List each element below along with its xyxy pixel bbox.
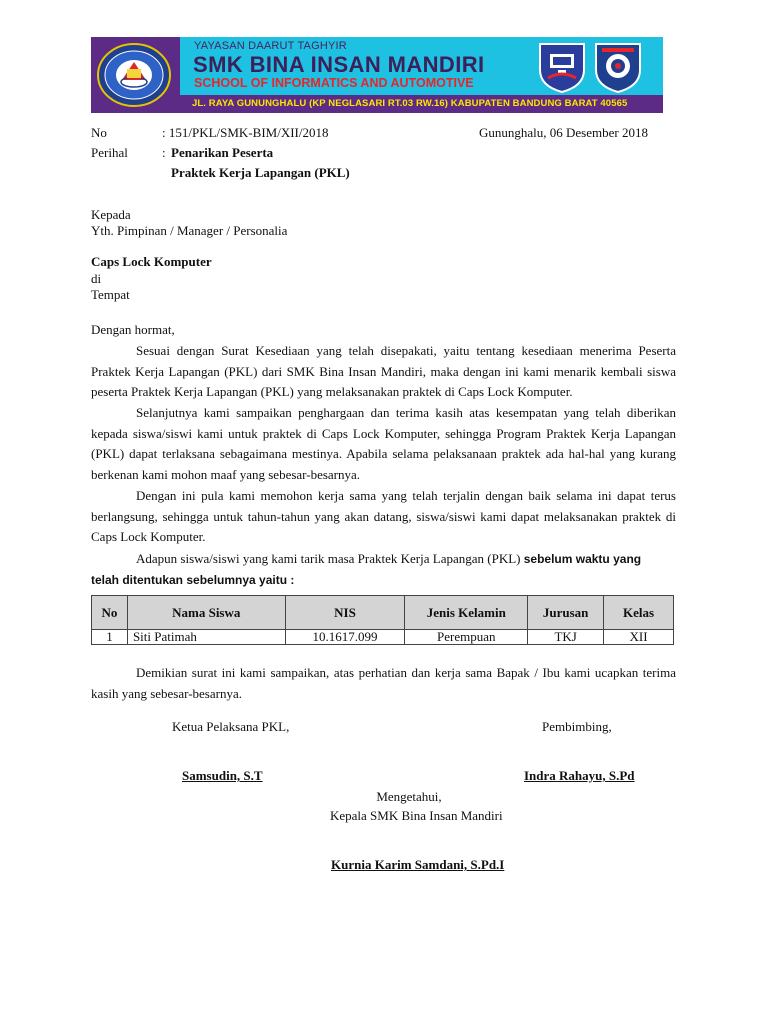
header-jenis-kelamin: Jenis Kelamin <box>405 596 528 630</box>
header-no: No <box>92 596 128 630</box>
paragraph-2: Selanjutnya kami sampaikan penghargaan dan terima kasih atas kesempatan yang telah diberikan kepada siswa/siswi kami untuk praktek di Caps Lock Komputer, sehingga Program Praktek Kerja Lapangan (PKL) dapat terlaksana sebagaimana mestinya. Apabila selama pelaksanaan praktek ada hal-hal yang kurang berkenan kami mohon maaf yang sebesar-besarnya. <box>91 405 676 482</box>
informatics-logo-icon <box>536 40 588 94</box>
right-signature-name: Indra Rahayu, S.Pd <box>524 768 635 783</box>
subject-colon: : <box>162 145 166 160</box>
header-nis: NIS <box>285 596 405 630</box>
paragraph-4-bold-2: telah ditentukan sebelumnya yaitu : <box>91 573 295 587</box>
left-signature-title: Ketua Pelaksana PKL, <box>172 719 290 734</box>
greeting: Dengan hormat, <box>91 322 175 337</box>
school-name: SMK BINA INSAN MANDIRI <box>193 52 485 77</box>
paragraph-1: Sesuai dengan Surat Kesediaan yang telah disepakati, yaitu tentang kesediaan menerima Peserta Praktek Kerja Lapangan (PKL) dari SMK Bina Insan Mandiri, maka dengan ini kami menarik kembali siswa peserta Praktek Kerja Lapangan (PKL) yang melaksanakan praktek di Caps Lock Komputer. <box>91 343 676 400</box>
school-tagline: SCHOOL OF INFORMATICS AND AUTOMOTIVE <box>194 76 474 90</box>
header-jurusan: Jurusan <box>528 596 604 630</box>
subject-line-1: Penarikan Peserta <box>171 145 274 160</box>
cell-jenis-kelamin: Perempuan <box>405 630 528 645</box>
letter-number: : 151/PKL/SMK-BIM/XII/2018 <box>162 125 329 140</box>
right-signature-title: Pembimbing, <box>542 719 612 734</box>
table-row <box>92 630 674 645</box>
automotive-logo-icon <box>592 40 644 94</box>
cell-jurusan: TKJ <box>528 630 604 645</box>
paragraph-4-start: Adapun siswa/siswi yang kami tarik masa Praktek Kerja Lapangan (PKL) <box>136 551 521 566</box>
subject-line-2: Praktek Kerja Lapangan (PKL) <box>171 165 350 180</box>
closing-paragraph: Demikian surat ini kami sampaikan, atas perhatian dan kerja sama Bapak / Ibu kami ucapkan terima kasih yang sebesar-besarnya. <box>91 665 676 701</box>
header-kelas: Kelas <box>604 596 674 630</box>
recipient-kepada: Kepada <box>91 207 131 222</box>
school-address: JL. RAYA GUNUNGHALU (KP NEGLASARI RT.03 RW.16) KABUPATEN BANDUNG BARAT 40565 <box>192 98 628 109</box>
school-emblem-icon <box>96 42 172 108</box>
number-label: No <box>91 125 107 140</box>
student-table <box>91 595 674 645</box>
mengetahui: Mengetahui, <box>376 789 442 804</box>
recipient-di: di <box>91 271 102 286</box>
recipient-yth: Yth. Pimpinan / Manager / Personalia <box>91 223 288 238</box>
left-signature-name: Samsudin, S.T <box>182 768 263 783</box>
principal-title: Kepala SMK Bina Insan Mandiri <box>330 808 503 823</box>
table-header-row <box>92 596 674 630</box>
cell-nama: Siti Patimah <box>127 630 285 645</box>
recipient-company: Caps Lock Komputer <box>91 254 212 269</box>
letter-date: Gununghalu, 06 Desember 2018 <box>479 125 648 140</box>
recipient-place: Tempat <box>91 287 130 302</box>
subject-label: Perihal <box>91 145 128 160</box>
foundation-name: YAYASAN DAARUT TAGHYIR <box>194 40 347 52</box>
header-nama: Nama Siswa <box>127 596 285 630</box>
principal-name: Kurnia Karim Samdani, S.Pd.I <box>331 857 505 872</box>
cell-nis: 10.1617.099 <box>285 630 405 645</box>
paragraph-4-bold-1: sebelum waktu yang <box>523 552 642 566</box>
cell-no: 1 <box>92 630 128 645</box>
paragraph-4-text <box>136 550 641 568</box>
paragraph-3: Dengan ini pula kami memohon kerja sama yang telah terjalin dengan baik selama ini dapat terus berlangsung, sehingga untuk tahun-tahun yang akan datang, siswa/siswi kami dapat melaksanakan praktek di Caps Lock Komputer. <box>91 488 676 545</box>
cell-kelas: XII <box>604 630 674 645</box>
